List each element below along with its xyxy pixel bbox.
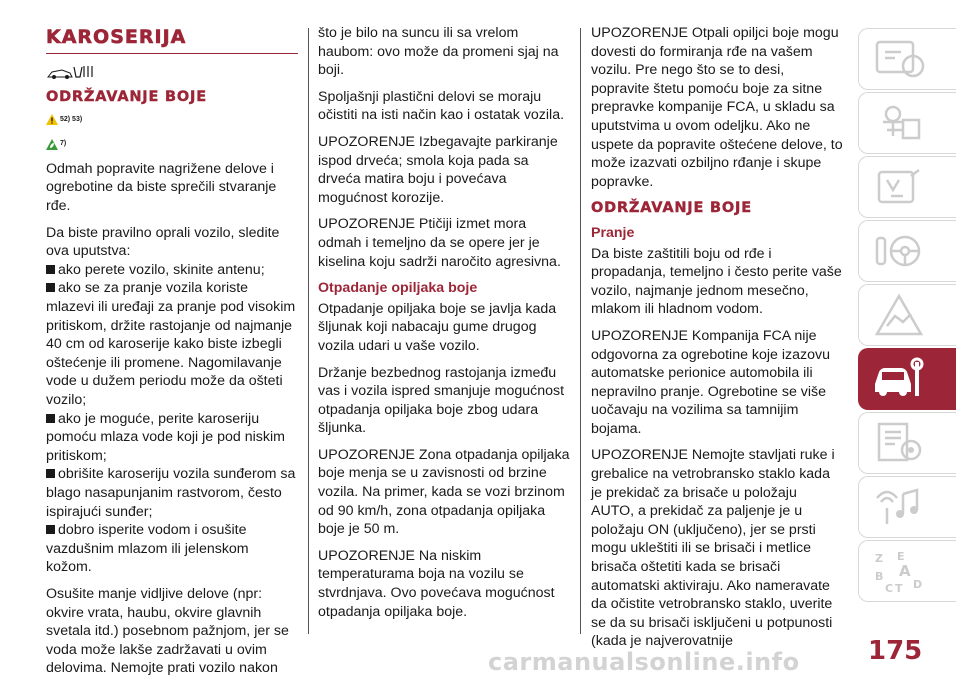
environment-ref: 7): [60, 140, 67, 148]
section-title: ODRŽAVANJE BOJE: [46, 89, 207, 106]
list-item: ako se za pranje vozila koriste mlazevi ili uređaji za pranje pod visokim pritiskom, držite rastojanje od najmanje 40 cm od karoserije kako biste izbegli oštećenje ili promene. Nagomilavanje vode u dužem periodu može da ošteti vozilo;: [46, 280, 296, 408]
chapter-sidebar: [858, 28, 958, 604]
section-title: ODRŽAVANJE BOJE: [591, 200, 752, 217]
dashboard-icon: [873, 36, 925, 82]
paragraph: UPOZORENJE Izbegavajte parkiranje ispod drveća; smola koja pada sa drveća matira boju i povećava mogućnost korozije.: [318, 133, 558, 206]
tab-emergency[interactable]: [858, 284, 956, 346]
warning-refs: 52) 53): [60, 115, 83, 123]
list-item: obrišite karoseriju vozila sunđerom sa blago nasapunjanim rastvorom, često ispirajući sunđer;: [46, 466, 296, 520]
tab-technical-data[interactable]: [858, 412, 956, 474]
car-wash-icon: [46, 64, 298, 80]
tab-index[interactable]: [858, 540, 956, 602]
paragraph: UPOZORENJE Ptičiji izmet mora odmah i temeljno da se opere jer je kiselina koju sadrži naročito agresivna.: [318, 216, 561, 270]
paragraph: Da biste pravilno oprali vozilo, sledite ova uputstva:: [46, 224, 280, 260]
paragraph: Otpadanje opiljaka boje se javlja kada šljunak koji nabacaju gume drugog vozila udari u vaše vozilo.: [318, 300, 557, 354]
svg-text:D: D: [913, 578, 923, 591]
list-item: ako perete vozilo, skinite antenu;: [46, 261, 298, 280]
emergency-icon: [873, 292, 925, 338]
environment-triangle-icon: [46, 139, 58, 150]
column-2: [318, 24, 570, 629]
paragraph: UPOZORENJE Nemojte stavljati ruke i grebalice na vetrobransko staklo kada je prekidač za brisače u položaju AUTO, a prekidač za paljenje je u položaju ON (uključeno), jer se prsti mogu ukleštiti ili se brisači i metlice brisača oštetiti kada se brisači automatski aktiviraju. Ako nameravate da očistite vetrobransko staklo, uverite se da su brisači isključeni u potpunosti (kada je najverovatnije: [591, 447, 835, 650]
car-wrench-icon: [873, 356, 925, 402]
paragraph: što je bilo na suncu ili sa vrelom haubom: ovo može da promeni sjaj na boji.: [318, 25, 559, 79]
paragraph: Odmah popravite nagrižene delove i ogrebotine da biste sprečili stvaranje rđe.: [46, 160, 277, 215]
chapter-title: KAROSERIJA: [46, 26, 187, 48]
safety-icon: [873, 100, 925, 146]
paragraph: Spoljašnji plastični delovi se moraju očistiti na isti način kao i ostatak vozila.: [318, 88, 565, 124]
paragraph: UPOZORENJE Na niskim temperaturama boja na vozilu se stvrdnjava. Ovo povećava mogućnost otpadanja opiljaka boje.: [318, 547, 555, 620]
bullet-square-icon: [46, 525, 55, 534]
tab-dashboard[interactable]: [858, 28, 956, 90]
tab-maintenance[interactable]: [858, 348, 956, 410]
environment-ref-row: [46, 135, 298, 154]
technical-data-icon: [873, 420, 925, 466]
warning-ref-row: [46, 111, 298, 130]
bullet-square-icon: [46, 469, 55, 478]
bullet-square-icon: [46, 414, 55, 423]
steering-wheel-icon: [873, 228, 925, 274]
svg-text:T: T: [895, 582, 903, 594]
watermark: carmanualsonline.info: [488, 648, 800, 676]
chapter-rule: [46, 53, 298, 55]
tab-starting-driving[interactable]: [858, 220, 956, 282]
paragraph: Držanje bezbednog rastojanja između vas i vozila ispred smanjuje mogućnost otpadanja opiljaka boje zbog udara šljunka.: [318, 364, 565, 437]
paragraph: Da biste zaštitili boju od rđe i propadanja, temeljno i često perite vaše vozilo, najmanje jednom mesečno, mlakom ili hladnom vodom.: [591, 245, 842, 318]
warning-triangle-icon: [46, 114, 58, 125]
bullet-square-icon: [46, 265, 55, 274]
list-item: dobro isperite vodom i osušite vazdušnim mlazom ili jelenskom kožom.: [46, 522, 249, 576]
tab-multimedia[interactable]: [858, 476, 956, 538]
list-item: ako je moguće, perite karoseriju pomoću mlaza vode koji je pod niskim pritiskom;: [46, 410, 285, 464]
paragraph: UPOZORENJE Otpali opiljci boje mogu dovesti do formiranja rđe na vašem vozilu. Pre nego što se to desi, popravite štetu pomoću boje za sitne prepravke kompanije FCA, u skladu sa uputstvima u ovom odeljku. Ako ne uspete da popravite oštećene delove, to može izazvati ozbiljno rđanje i skupe popravke.: [591, 25, 843, 190]
svg-text:E: E: [897, 550, 905, 563]
bullet-square-icon: [46, 283, 55, 292]
column-divider: [308, 28, 309, 634]
svg-text:A: A: [899, 562, 911, 580]
warning-lights-icon: [873, 164, 925, 210]
column-divider: [580, 28, 581, 634]
tab-warning-lights[interactable]: [858, 156, 956, 218]
column-3: [591, 24, 843, 659]
index-letters-icon: [873, 548, 925, 594]
paragraph: Osušite manje vidljive delove (npr: okvire vrata, haubu, okvire glavnih svetala itd.) posebnom pažnjom, jer se voda može lakše zadržavati u ovim delovima. Nemojte prati vozilo nakon: [46, 585, 289, 677]
subsection-title: Otpadanje opiljaka boje: [318, 280, 478, 297]
tab-safety[interactable]: [858, 92, 956, 154]
svg-text:B: B: [875, 570, 884, 583]
page-number: 175: [868, 636, 923, 666]
paragraph: UPOZORENJE Zona otpadanja opiljaka boje menja se u zavisnosti od brzine vozila. Na primer, kada se vozi brzinom od 90 km/h, zona otpadanja opiljaka boje je 50 m.: [318, 446, 570, 538]
column-1: [46, 28, 298, 678]
paragraph: UPOZORENJE Kompanija FCA nije odgovorna za ogrebotine koje izazovu automatske perionice automobila ili nepravilno pranje. Ogrebotine se više uočavaju na vozilima sa tamnijim bojama.: [591, 327, 830, 437]
subsection-title: Pranje: [591, 224, 635, 241]
svg-text:C: C: [885, 582, 894, 594]
svg-text:Z: Z: [875, 552, 883, 565]
bullet-list: [46, 261, 298, 577]
multimedia-icon: [873, 484, 925, 530]
